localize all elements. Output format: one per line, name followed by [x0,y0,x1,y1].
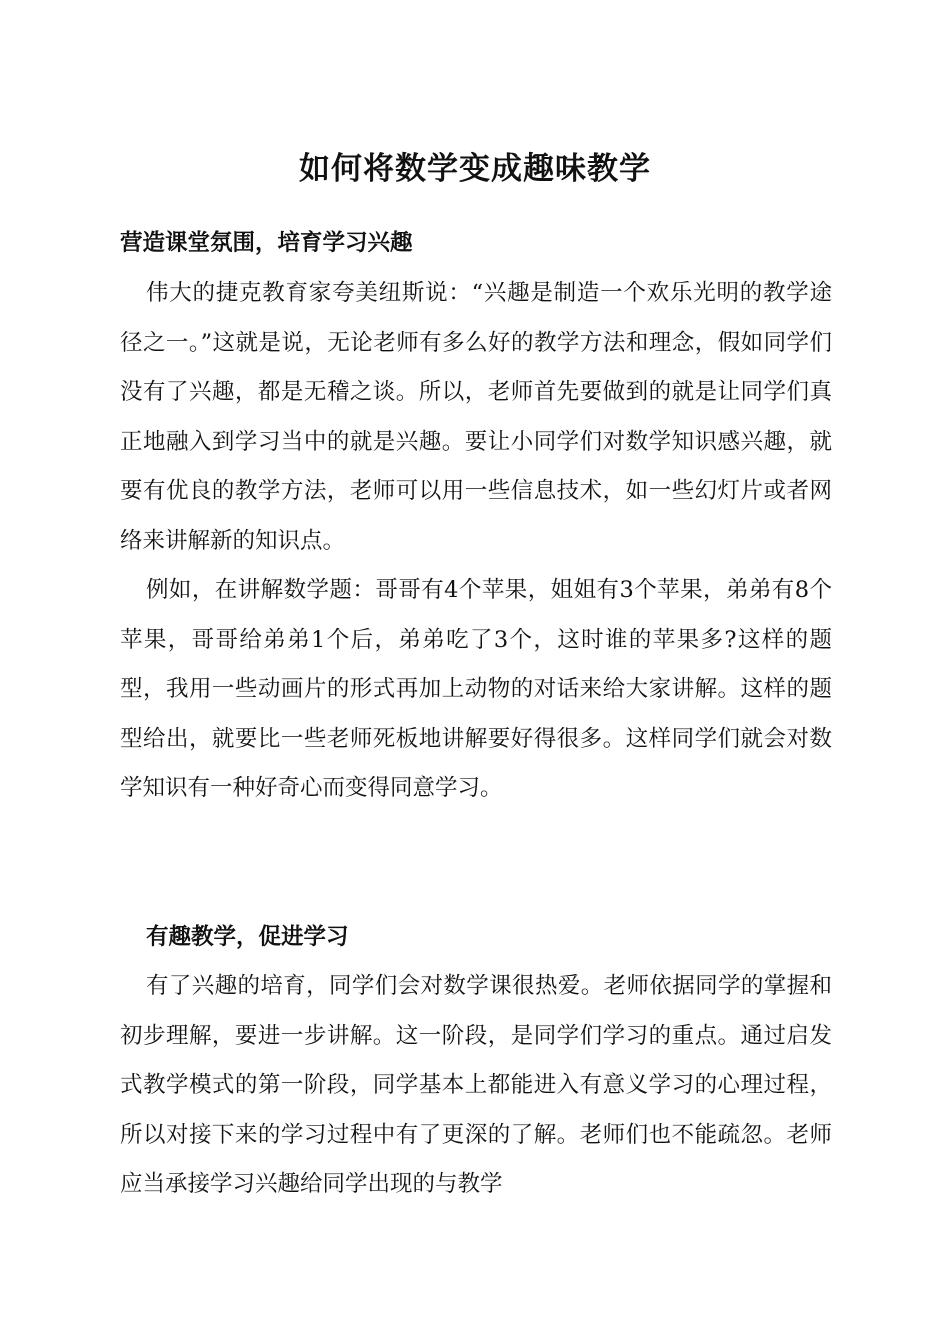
section-heading-2: 有趣教学，促进学习 [146,924,349,950]
paragraph-3: 有了兴趣的培育，同学们会对数学课很热爱。老师依据同学的掌握和初步理解，要进一步讲解。这一阶段，是同学们学习的重点。通过启发式教学模式的第一阶段，同学基本上都能进入有意义学习的心理过程，所以对接下来的学习过程中有了更深的了解。老师们也不能疏忽。老师应当承接学习兴趣给同学出现的与教学 [120,973,832,1198]
document-title: 如何将数学变成趣味教学 [299,151,651,187]
paragraph-1: 伟大的捷克教育家夸美纽斯说：“兴趣是制造一个欢乐光明的教学途径之一。”这就是说，无论老师有多么好的教学方法和理念，假如同学们没有了兴趣，都是无稽之谈。所以，老师首先要做到的就是让同学们真正地融入到学习当中的就是兴趣。要让小同学们对数学知识感兴趣，就要有优良的教学方法，老师可以用一些信息技术，如一些幻灯片或者网络来讲解新的知识点。 [120,280,832,554]
paragraph-2: 例如，在讲解数学题：哥哥有4个苹果，姐姐有3个苹果，弟弟有8个苹果，哥哥给弟弟1个后，弟弟吃了3个，这时谁的苹果多?这样的题型，我用一些动画片的形式再加上动物的对话来给大家讲解。这样的题型给出，就要比一些老师死板地讲解要好得很多。这样同学们就会对数学知识有一种好奇心而变得同意学习。 [120,577,832,802]
section-heading-1: 营造课堂氛围，培育学习兴趣 [120,230,413,256]
